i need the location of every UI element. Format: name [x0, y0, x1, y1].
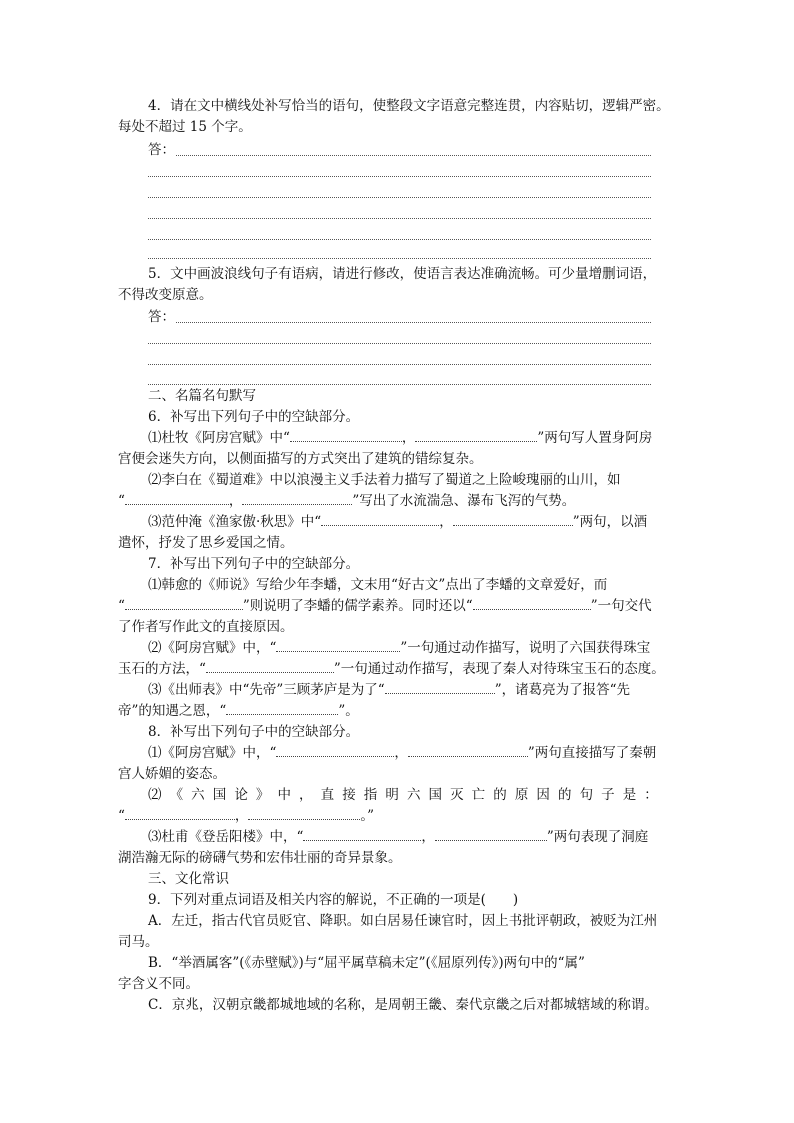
text: ，: [421, 829, 435, 845]
answer-line: [176, 322, 651, 323]
fill-blank[interactable]: [125, 492, 229, 505]
text: 帝”的知遇之恩，“: [118, 703, 227, 719]
text: ：: [644, 787, 658, 803]
question-9-option-a-line-2: 司马。: [118, 934, 159, 950]
question-9-option-b-line-2: 字含义不同。: [118, 976, 199, 992]
text: ，: [228, 493, 243, 509]
text: ⑴《阿房宫赋》中，“: [148, 745, 277, 761]
question-8-item-1-line-2: 宫人娇媚的姿态。: [118, 766, 226, 782]
question-8-item-1: [118, 743, 658, 764]
fill-blank[interactable]: [276, 744, 394, 757]
question-5: [118, 264, 658, 306]
text: 因: [536, 787, 550, 803]
section-2-title: 二、名篇名句默写: [148, 388, 256, 404]
text: ”一句通过动作描写，说明了六国获得珠宝: [400, 640, 651, 656]
question-6-item-2-line-2: [118, 491, 658, 512]
text: ⑴杜牧《阿房宫赋》中“: [148, 430, 290, 446]
question-5-text: 5．文中画波浪线句子有语病，请进行修改，使语言表达准确流畅。可少量增删词语，: [148, 266, 657, 282]
text: 国: [428, 787, 443, 803]
question-5-text-2: 不得改变原意。: [118, 287, 213, 303]
text: 的: [493, 787, 507, 803]
question-7-stem: 7．补写出下列句子中的空缺部分。: [148, 556, 360, 572]
text: 亡: [471, 787, 486, 803]
text: ”两句，以酒: [572, 514, 648, 530]
answer-label-5: 答：: [148, 309, 175, 325]
fill-blank[interactable]: [290, 429, 402, 442]
question-8-item-2-line-2: [118, 806, 658, 827]
fill-blank[interactable]: [276, 639, 400, 652]
text: ”写出了水流湍急、瀑布飞泻的气势。: [352, 493, 576, 509]
answer-line: [148, 239, 651, 240]
question-7-item-1-line-2: [118, 596, 658, 617]
text: ⑶范仲淹《渔家傲·秋思》中“: [148, 514, 322, 530]
text: 指: [363, 787, 378, 803]
question-6-item-3-line-2: 遣怀，抒发了思乡爱国之情。: [118, 535, 294, 551]
text: ，: [299, 787, 313, 803]
text: 《: [169, 787, 184, 803]
fill-blank[interactable]: [435, 828, 547, 841]
fill-blank[interactable]: [453, 513, 573, 526]
question-4-text-2: 每处不超过 15 个字。: [118, 119, 252, 135]
question-7-item-3-line-2: [118, 701, 658, 722]
fill-blank[interactable]: [321, 513, 439, 526]
answer-label-4: 答：: [148, 142, 175, 158]
text: ”两句写人置身阿房: [537, 430, 653, 446]
answer-area-5[interactable]: [118, 307, 658, 328]
text: ⑵: [148, 787, 162, 803]
text: “: [118, 598, 125, 614]
fill-blank[interactable]: [125, 807, 235, 820]
text: 的: [557, 787, 572, 803]
answer-line: [148, 197, 651, 198]
text: ”一句交代: [590, 598, 652, 614]
fill-blank[interactable]: [303, 828, 421, 841]
text: 中: [277, 787, 291, 803]
text: ”。: [338, 703, 359, 719]
text: 灭: [450, 787, 464, 803]
fill-blank[interactable]: [248, 807, 360, 820]
question-7-item-2: [118, 638, 658, 659]
question-8-item-3: [118, 827, 658, 848]
text: ，: [439, 514, 453, 530]
fill-blank[interactable]: [125, 597, 243, 610]
text: “: [118, 808, 125, 824]
question-9-option-b[interactable]: B．“举酒属客”(《赤壁赋》)与“屈平属草稿未定”(《屈原列传》)两句中的“属”: [148, 955, 585, 971]
question-8-item-3-line-2: 湖浩瀚无际的磅礴气势和宏伟壮丽的奇异景象。: [118, 850, 402, 866]
text: “: [118, 493, 125, 509]
question-9-option-a[interactable]: A．左迁，指古代官员贬官、降职。如白居易任谏官时，因上书批评朝政，被贬为江州: [148, 913, 658, 929]
question-7-item-3: [118, 680, 658, 701]
text: 。”: [360, 808, 375, 824]
fill-blank[interactable]: [206, 660, 334, 673]
fill-blank[interactable]: [242, 492, 352, 505]
text: 六: [191, 787, 205, 803]
fill-blank[interactable]: [415, 429, 537, 442]
question-7-item-2-line-2: [118, 659, 665, 680]
text: 接: [342, 787, 356, 803]
question-6-stem: 6．补写出下列句子中的空缺部分。: [148, 409, 360, 425]
text: ⑶杜甫《登岳阳楼》中，“: [148, 829, 304, 845]
answer-line: [176, 155, 651, 156]
text: ⑵《阿房宫赋》中，“: [148, 640, 277, 656]
question-6-item-3: [118, 512, 658, 533]
text: 原: [514, 787, 529, 803]
text: 句: [579, 787, 594, 803]
question-9-option-c[interactable]: C．京兆，汉朝京畿都城地域的名称，是周朝王畿、秦代京畿之后对都城辖域的称谓。: [148, 997, 658, 1013]
answer-line: [148, 364, 651, 365]
text: 明: [385, 787, 399, 803]
answer-line: [148, 258, 651, 259]
text: ”则说明了李蟠的儒学素养。同时还以“: [242, 598, 473, 614]
question-4-text: 4．请在文中横线处补写恰当的语句，使整段文字语意完整连贯，内容贴切，逻辑严密。: [148, 98, 670, 114]
text: ，: [394, 745, 408, 761]
question-6-item-2: ⑵李白在《蜀道难》中以浪漫主义手法着力描写了蜀道之上险峻瑰丽的山川，如: [148, 472, 621, 488]
question-8-item-2: [118, 785, 658, 806]
section-3-title: 三、文化常识: [148, 871, 229, 887]
question-8-stem: 8．补写出下列句子中的空缺部分。: [148, 724, 360, 740]
text: 是: [622, 787, 637, 803]
text: 六: [406, 787, 421, 803]
answer-line: [148, 343, 651, 344]
fill-blank[interactable]: [385, 681, 495, 694]
question-6-item-1: [118, 428, 658, 449]
text: ”一句通过动作描写，表现了秦人对待珠宝玉石的态度。: [333, 661, 665, 677]
text: ”两句直接描写了秦朝: [527, 745, 657, 761]
text: 子: [601, 787, 615, 803]
text: ，: [401, 430, 416, 446]
question-6-item-1-line-2: 宫便会迷失方向，以侧面描写的方式突出了建筑的错综复杂。: [118, 451, 483, 467]
question-7-item-1: ⑴韩愈的《师说》写给少年李蟠，文末用“好古文”点出了李蟠的文章爱好，而: [148, 577, 608, 593]
text: ，: [234, 808, 249, 824]
answer-line: [148, 384, 651, 385]
fill-blank[interactable]: [473, 597, 591, 610]
text: 玉石的方法，“: [118, 661, 206, 677]
question-9-stem: 9．下列对重点词语及相关内容的解说，不正确的一项是( ): [148, 892, 519, 908]
answer-line: [148, 176, 651, 177]
answer-line: [148, 218, 651, 219]
section-2: [118, 386, 665, 1016]
text: 》: [255, 787, 270, 803]
fill-blank[interactable]: [408, 744, 528, 757]
text: 直: [320, 787, 335, 803]
question-7-item-1-line-3: 了作者写作此文的直接原因。: [118, 619, 294, 635]
fill-blank[interactable]: [226, 702, 338, 715]
answer-area-4[interactable]: [118, 140, 658, 161]
text: 国: [212, 787, 227, 803]
text: 论: [234, 787, 248, 803]
text: ⑶《出师表》中“先帝”三顾茅庐是为了“: [148, 682, 385, 698]
text: ”两句表现了洞庭: [546, 829, 649, 845]
question-4: [118, 96, 670, 138]
text: ”，诸葛亮为了报答“先: [494, 682, 631, 698]
